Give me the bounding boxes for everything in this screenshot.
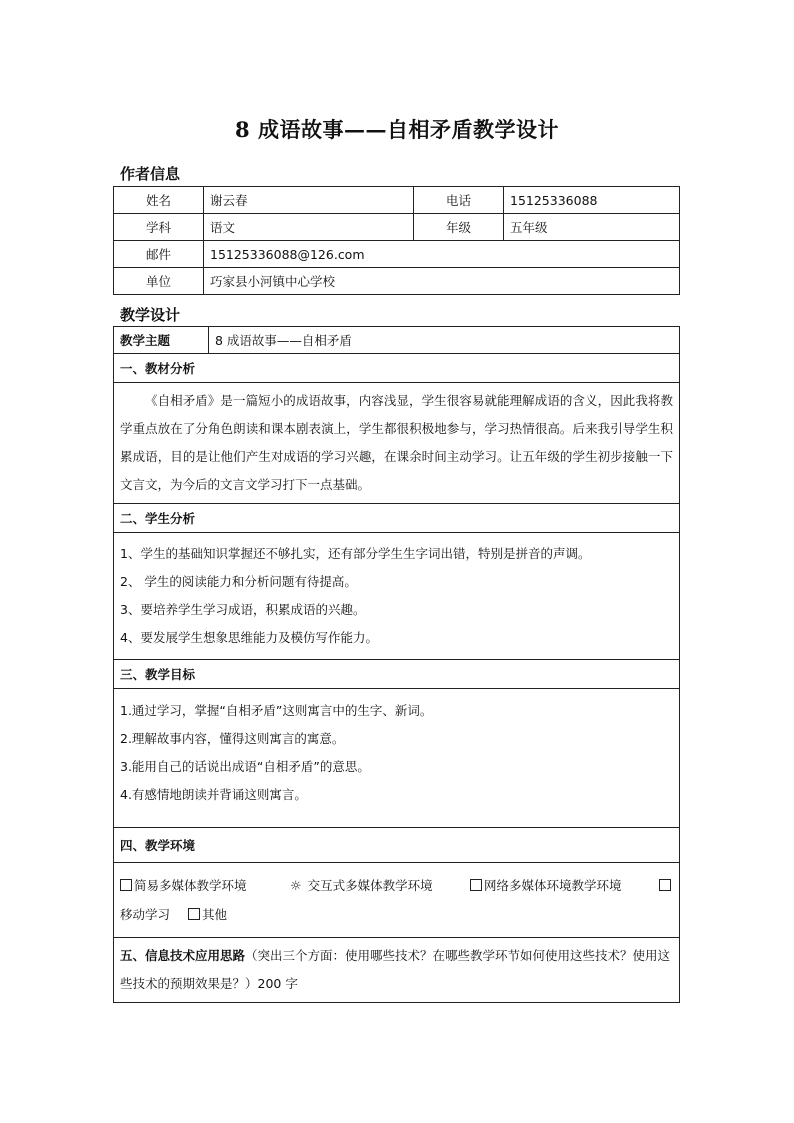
table-row [114,354,680,383]
table-row [114,268,680,295]
it-heading: 五、信息技术应用思路 [120,948,246,963]
grade-label: 年级 [414,214,504,241]
name-value: 谢云春 [204,187,414,214]
phone-label: 电话 [414,187,504,214]
env-option-interactive[interactable]: ☼ 交互式多媒体教学环境 [284,872,433,901]
unit-label: 单位 [114,268,204,295]
table-row [114,828,680,863]
table-row [114,660,680,689]
phone-value: 15125336088 [504,187,680,214]
email-label: 邮件 [114,241,204,268]
list-item: 2.理解故事内容，懂得这则寓言的寓意。 [120,731,345,746]
list-item: 1.通过学习，掌握“自相矛盾”这则寓言中的生字、新词。 [120,703,433,718]
env-option-network[interactable]: 网络多媒体环境教学环境 [470,872,622,901]
table-row [114,689,680,828]
sun-icon[interactable]: ☼ [289,878,302,894]
env-option-mobile-checkbox[interactable] [659,872,673,901]
grade-value: 五年级 [504,214,680,241]
student-list [114,533,680,660]
it-note: （突出三个方面：使用哪些技术？在哪些教学环节如何使用这些技术？使用这些技术的预期效果是？）200 字 [120,948,671,991]
analysis-heading: 一、教材分析 [114,354,680,383]
unit-value: 巧家县小河镇中心学校 [204,268,680,295]
env-option-simple[interactable]: 简易多媒体教学环境 [120,872,247,901]
env-option-mobile-label: 移动学习 [120,906,171,922]
page-title: 8 成语故事——自相矛盾教学设计 [235,117,559,142]
student-heading: 二、学生分析 [114,504,680,533]
list-item: 3、要培养学生学习成语，积累成语的兴趣。 [120,602,366,617]
checkbox-icon[interactable] [120,879,132,891]
it-section [114,938,680,1003]
list-item: 4、要发展学生想象思维能力及模仿写作能力。 [120,630,378,645]
goal-heading: 三、教学目标 [114,660,680,689]
table-row [114,938,680,1003]
name-label: 姓名 [114,187,204,214]
subject-value: 语文 [204,214,414,241]
env-heading: 四、教学环境 [114,828,680,863]
goal-list [114,689,680,828]
author-info-table [113,186,680,295]
list-item: 1、学生的基础知识掌握还不够扎实，还有部分学生生字词出错，特别是拼音的声调。 [120,546,591,561]
subject-label: 学科 [114,214,204,241]
checkbox-icon[interactable] [188,908,200,920]
checkbox-icon[interactable] [659,879,671,891]
topic-label: 教学主题 [114,327,209,354]
env-options [114,863,680,938]
list-item: 2、 学生的阅读能力和分析问题有待提高。 [120,574,357,589]
table-row [114,533,680,660]
email-value: 15125336088@126.com [204,241,680,268]
author-section-heading: 作者信息 [120,165,181,183]
table-row [114,327,680,354]
list-item: 3.能用自己的话说出成语“自相矛盾”的意思。 [120,759,370,774]
table-row [114,214,680,241]
design-section-heading: 教学设计 [120,306,181,324]
list-item: 4.有感情地朗读并背诵这则寓言。 [120,787,307,802]
analysis-text: 《自相矛盾》是一篇短小的成语故事，内容浅显，学生很容易就能理解成语的含义，因此我将教学重点放在了分角色朗读和课本剧表演上，学生都很积极地参与，学习热情很高。后来我引导学生积累成语，目的是让他们产生对成语的学习兴趣，在课余时间主动学习。让五年级的学生初步接触一下文言文，为今后的文言文学习打下一点基础。 [114,383,680,504]
topic-value: 8 成语故事——自相矛盾 [209,327,680,354]
table-row [114,187,680,214]
design-table [113,326,680,1003]
checkbox-icon[interactable] [470,879,482,891]
env-option-other[interactable]: 其他 [188,907,227,922]
table-row [114,383,680,504]
table-row [114,504,680,533]
table-row [114,863,680,938]
table-row [114,241,680,268]
